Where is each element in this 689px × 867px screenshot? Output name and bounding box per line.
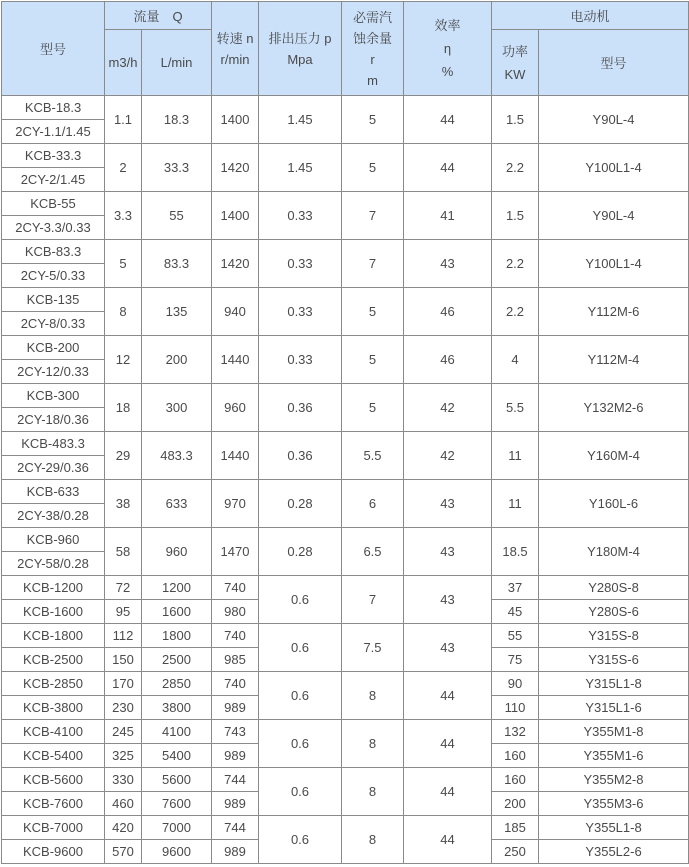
- speed-cell: 740: [212, 672, 259, 696]
- flow-lmin-cell: 300: [142, 384, 212, 432]
- motor-model-cell: Y90L-4: [539, 96, 689, 144]
- col-header-efficiency-line3: %: [441, 64, 454, 79]
- flow-m3h-cell: 230: [105, 696, 142, 720]
- npsh-cell: 5: [342, 384, 404, 432]
- flow-lmin-cell: 135: [142, 288, 212, 336]
- col-header-motor-power-line2: KW: [504, 66, 526, 82]
- motor-model-cell: Y355L2-6: [539, 840, 689, 864]
- flow-lmin-cell: 83.3: [142, 240, 212, 288]
- col-header-pump-model: 型号: [2, 2, 105, 96]
- flow-m3h-cell: 72: [105, 576, 142, 600]
- pressure-cell: 1.45: [259, 144, 342, 192]
- speed-cell: 1400: [212, 192, 259, 240]
- table-row: [2, 336, 689, 360]
- motor-power-cell: 18.5: [492, 528, 539, 576]
- pump-model-cell: KCB-7000: [2, 816, 105, 840]
- flow-m3h-cell: 460: [105, 792, 142, 816]
- motor-model-cell: Y180M-4: [539, 528, 689, 576]
- motor-power-cell: 160: [492, 768, 539, 792]
- table-row: [2, 720, 689, 744]
- col-header-flow-group: 流量 Q: [105, 2, 212, 30]
- motor-model-cell: Y355M1-8: [539, 720, 689, 744]
- motor-model-cell: Y160M-4: [539, 432, 689, 480]
- speed-cell: 744: [212, 768, 259, 792]
- motor-power-cell: 160: [492, 744, 539, 768]
- motor-model-cell: Y100L1-4: [539, 240, 689, 288]
- speed-cell: 985: [212, 648, 259, 672]
- motor-model-cell: Y280S-6: [539, 600, 689, 624]
- efficiency-cell: 44: [404, 768, 492, 816]
- table-row: [2, 240, 689, 264]
- pressure-cell: 0.6: [259, 624, 342, 672]
- col-header-npsh: [342, 2, 404, 96]
- speed-cell: 970: [212, 480, 259, 528]
- pump-model-2cy-cell: 2CY-2/1.45: [2, 168, 105, 192]
- pump-model-kcb-cell: KCB-200: [2, 336, 105, 360]
- efficiency-cell: 44: [404, 816, 492, 864]
- speed-cell: 1440: [212, 336, 259, 384]
- motor-power-cell: 4: [492, 336, 539, 384]
- header-row-1: [2, 2, 689, 30]
- flow-lmin-cell: 2850: [142, 672, 212, 696]
- pressure-cell: 0.6: [259, 768, 342, 816]
- motor-model-cell: Y112M-6: [539, 288, 689, 336]
- motor-model-cell: Y355M3-6: [539, 792, 689, 816]
- pump-model-kcb-cell: KCB-55: [2, 192, 105, 216]
- speed-cell: 940: [212, 288, 259, 336]
- flow-m3h-cell: 29: [105, 432, 142, 480]
- pump-model-cell: KCB-1800: [2, 624, 105, 648]
- npsh-cell: 6.5: [342, 528, 404, 576]
- flow-lmin-cell: 7000: [142, 816, 212, 840]
- speed-cell: 1440: [212, 432, 259, 480]
- motor-power-cell: 185: [492, 816, 539, 840]
- pump-model-cell: KCB-7600: [2, 792, 105, 816]
- table-row: [2, 144, 689, 168]
- flow-m3h-cell: 1.1: [105, 96, 142, 144]
- table-row: [2, 816, 689, 840]
- pressure-cell: 0.36: [259, 432, 342, 480]
- npsh-cell: 7: [342, 192, 404, 240]
- col-header-pressure: [259, 2, 342, 96]
- pump-model-cell: KCB-1200: [2, 576, 105, 600]
- speed-cell: 743: [212, 720, 259, 744]
- flow-m3h-cell: 245: [105, 720, 142, 744]
- flow-m3h-cell: 2: [105, 144, 142, 192]
- pump-model-cell: KCB-2850: [2, 672, 105, 696]
- table-row: [2, 576, 689, 600]
- col-header-npsh-line3: r: [370, 51, 375, 67]
- flow-lmin-cell: 9600: [142, 840, 212, 864]
- pump-model-2cy-cell: 2CY-29/0.36: [2, 456, 105, 480]
- pump-model-kcb-cell: KCB-960: [2, 528, 105, 552]
- motor-model-cell: Y355M1-6: [539, 744, 689, 768]
- col-header-npsh-line1: 必需汽: [352, 9, 392, 25]
- motor-power-cell: 2.2: [492, 240, 539, 288]
- speed-cell: 744: [212, 816, 259, 840]
- npsh-cell: 8: [342, 816, 404, 864]
- motor-power-cell: 110: [492, 696, 539, 720]
- motor-model-cell: Y315L1-6: [539, 696, 689, 720]
- flow-lmin-cell: 1600: [142, 600, 212, 624]
- npsh-cell: 5.5: [342, 432, 404, 480]
- efficiency-cell: 43: [404, 624, 492, 672]
- col-header-motor-power: [492, 30, 539, 96]
- efficiency-cell: 42: [404, 384, 492, 432]
- flow-m3h-cell: 570: [105, 840, 142, 864]
- motor-model-cell: Y355M2-8: [539, 768, 689, 792]
- pressure-cell: 0.28: [259, 528, 342, 576]
- flow-lmin-cell: 7600: [142, 792, 212, 816]
- pressure-cell: 1.45: [259, 96, 342, 144]
- pump-model-cell: KCB-5600: [2, 768, 105, 792]
- col-header-flow-lmin: L/min: [142, 30, 212, 96]
- speed-cell: 989: [212, 744, 259, 768]
- motor-model-cell: Y315S-6: [539, 648, 689, 672]
- flow-m3h-cell: 150: [105, 648, 142, 672]
- motor-power-cell: 45: [492, 600, 539, 624]
- pump-model-2cy-cell: 2CY-12/0.33: [2, 360, 105, 384]
- motor-power-cell: 200: [492, 792, 539, 816]
- speed-cell: 989: [212, 792, 259, 816]
- table-row: [2, 528, 689, 552]
- flow-m3h-cell: 58: [105, 528, 142, 576]
- motor-model-cell: Y355L1-8: [539, 816, 689, 840]
- col-header-motor-power-line1: 功率: [501, 43, 528, 59]
- pump-model-2cy-cell: 2CY-3.3/0.33: [2, 216, 105, 240]
- motor-power-cell: 2.2: [492, 144, 539, 192]
- efficiency-cell: 43: [404, 480, 492, 528]
- col-header-efficiency-line2: η: [443, 41, 452, 56]
- flow-m3h-cell: 170: [105, 672, 142, 696]
- speed-cell: 989: [212, 840, 259, 864]
- pressure-cell: 0.33: [259, 192, 342, 240]
- table-row: [2, 192, 689, 216]
- pressure-cell: 0.6: [259, 816, 342, 864]
- efficiency-cell: 41: [404, 192, 492, 240]
- motor-model-cell: Y112M-4: [539, 336, 689, 384]
- col-header-speed: [212, 2, 259, 96]
- col-header-motor-group: 电动机: [492, 2, 689, 30]
- pump-model-kcb-cell: KCB-300: [2, 384, 105, 408]
- pump-model-2cy-cell: 2CY-5/0.33: [2, 264, 105, 288]
- table-row: [2, 384, 689, 408]
- speed-cell: 960: [212, 384, 259, 432]
- col-header-efficiency-line1: 效率: [434, 18, 461, 33]
- motor-power-cell: 11: [492, 432, 539, 480]
- flow-lmin-cell: 1800: [142, 624, 212, 648]
- flow-m3h-cell: 38: [105, 480, 142, 528]
- efficiency-cell: 43: [404, 576, 492, 624]
- col-header-flow-m3h: m3/h: [105, 30, 142, 96]
- flow-lmin-cell: 18.3: [142, 96, 212, 144]
- pressure-cell: 0.36: [259, 384, 342, 432]
- pump-model-2cy-cell: 2CY-38/0.28: [2, 504, 105, 528]
- col-header-efficiency: [404, 2, 492, 96]
- flow-lmin-cell: 633: [142, 480, 212, 528]
- flow-lmin-cell: 200: [142, 336, 212, 384]
- motor-model-cell: Y160L-6: [539, 480, 689, 528]
- flow-m3h-cell: 95: [105, 600, 142, 624]
- efficiency-cell: 44: [404, 720, 492, 768]
- npsh-cell: 5: [342, 144, 404, 192]
- motor-model-cell: Y90L-4: [539, 192, 689, 240]
- flow-m3h-cell: 325: [105, 744, 142, 768]
- table-row: [2, 768, 689, 792]
- table-row: [2, 624, 689, 648]
- npsh-cell: 7: [342, 576, 404, 624]
- pressure-cell: 0.6: [259, 576, 342, 624]
- flow-m3h-cell: 18: [105, 384, 142, 432]
- pump-model-kcb-cell: KCB-135: [2, 288, 105, 312]
- pump-model-kcb-cell: KCB-483.3: [2, 432, 105, 456]
- pump-spec-table: [1, 1, 689, 864]
- efficiency-cell: 44: [404, 144, 492, 192]
- motor-power-cell: 90: [492, 672, 539, 696]
- flow-m3h-cell: 330: [105, 768, 142, 792]
- flow-m3h-cell: 112: [105, 624, 142, 648]
- flow-lmin-cell: 5400: [142, 744, 212, 768]
- pump-model-cell: KCB-2500: [2, 648, 105, 672]
- flow-m3h-cell: 5: [105, 240, 142, 288]
- pump-model-cell: KCB-3800: [2, 696, 105, 720]
- motor-model-cell: Y132M2-6: [539, 384, 689, 432]
- flow-lmin-cell: 1200: [142, 576, 212, 600]
- speed-cell: 740: [212, 576, 259, 600]
- npsh-cell: 5: [342, 288, 404, 336]
- table-row: [2, 288, 689, 312]
- motor-model-cell: Y280S-8: [539, 576, 689, 600]
- flow-lmin-cell: 33.3: [142, 144, 212, 192]
- efficiency-cell: 43: [404, 528, 492, 576]
- npsh-cell: 5: [342, 336, 404, 384]
- motor-power-cell: 2.2: [492, 288, 539, 336]
- efficiency-cell: 44: [404, 672, 492, 720]
- flow-lmin-cell: 5600: [142, 768, 212, 792]
- motor-power-cell: 1.5: [492, 192, 539, 240]
- motor-power-cell: 75: [492, 648, 539, 672]
- motor-power-cell: 250: [492, 840, 539, 864]
- col-header-npsh-line4: m: [367, 72, 378, 88]
- motor-power-cell: 55: [492, 624, 539, 648]
- efficiency-cell: 44: [404, 96, 492, 144]
- pump-model-2cy-cell: 2CY-58/0.28: [2, 552, 105, 576]
- npsh-cell: 5: [342, 96, 404, 144]
- motor-model-cell: Y100L1-4: [539, 144, 689, 192]
- col-header-pressure-line1: 排出压力 p: [268, 30, 332, 46]
- flow-lmin-cell: 3800: [142, 696, 212, 720]
- efficiency-cell: 43: [404, 240, 492, 288]
- npsh-cell: 7: [342, 240, 404, 288]
- npsh-cell: 8: [342, 768, 404, 816]
- flow-m3h-cell: 12: [105, 336, 142, 384]
- motor-power-cell: 132: [492, 720, 539, 744]
- motor-power-cell: 1.5: [492, 96, 539, 144]
- motor-power-cell: 5.5: [492, 384, 539, 432]
- npsh-cell: 8: [342, 720, 404, 768]
- flow-lmin-cell: 55: [142, 192, 212, 240]
- efficiency-cell: 42: [404, 432, 492, 480]
- col-header-speed-line1: 转速 n: [216, 30, 254, 46]
- table-row: [2, 672, 689, 696]
- speed-cell: 1420: [212, 144, 259, 192]
- pump-model-cell: KCB-1600: [2, 600, 105, 624]
- speed-cell: 1400: [212, 96, 259, 144]
- flow-m3h-cell: 8: [105, 288, 142, 336]
- pump-model-cell: KCB-9600: [2, 840, 105, 864]
- table-row: [2, 96, 689, 120]
- pump-model-kcb-cell: KCB-33.3: [2, 144, 105, 168]
- pump-model-2cy-cell: 2CY-8/0.33: [2, 312, 105, 336]
- pump-model-2cy-cell: 2CY-1.1/1.45: [2, 120, 105, 144]
- flow-lmin-cell: 4100: [142, 720, 212, 744]
- speed-cell: 1470: [212, 528, 259, 576]
- efficiency-cell: 46: [404, 336, 492, 384]
- table-row: [2, 480, 689, 504]
- motor-power-cell: 11: [492, 480, 539, 528]
- pump-model-kcb-cell: KCB-83.3: [2, 240, 105, 264]
- motor-power-cell: 37: [492, 576, 539, 600]
- pressure-cell: 0.6: [259, 672, 342, 720]
- flow-m3h-cell: 3.3: [105, 192, 142, 240]
- pump-model-kcb-cell: KCB-18.3: [2, 96, 105, 120]
- pump-model-cell: KCB-5400: [2, 744, 105, 768]
- npsh-cell: 8: [342, 672, 404, 720]
- pressure-cell: 0.33: [259, 288, 342, 336]
- pump-model-kcb-cell: KCB-633: [2, 480, 105, 504]
- motor-model-cell: Y315S-8: [539, 624, 689, 648]
- flow-m3h-cell: 420: [105, 816, 142, 840]
- pressure-cell: 0.6: [259, 720, 342, 768]
- speed-cell: 740: [212, 624, 259, 648]
- npsh-cell: 7.5: [342, 624, 404, 672]
- table-row: [2, 432, 689, 456]
- speed-cell: 989: [212, 696, 259, 720]
- pump-model-cell: KCB-4100: [2, 720, 105, 744]
- speed-cell: 980: [212, 600, 259, 624]
- flow-lmin-cell: 483.3: [142, 432, 212, 480]
- efficiency-cell: 46: [404, 288, 492, 336]
- motor-model-cell: Y315L1-8: [539, 672, 689, 696]
- pump-model-2cy-cell: 2CY-18/0.36: [2, 408, 105, 432]
- npsh-cell: 6: [342, 480, 404, 528]
- pressure-cell: 0.33: [259, 336, 342, 384]
- pressure-cell: 0.28: [259, 480, 342, 528]
- col-header-speed-line2: r/min: [220, 51, 250, 67]
- pressure-cell: 0.33: [259, 240, 342, 288]
- speed-cell: 1420: [212, 240, 259, 288]
- col-header-motor-model: 型号: [539, 30, 689, 96]
- col-header-npsh-line2: 蚀余量: [352, 30, 392, 46]
- flow-lmin-cell: 960: [142, 528, 212, 576]
- flow-lmin-cell: 2500: [142, 648, 212, 672]
- col-header-pressure-line2: Mpa: [287, 51, 313, 67]
